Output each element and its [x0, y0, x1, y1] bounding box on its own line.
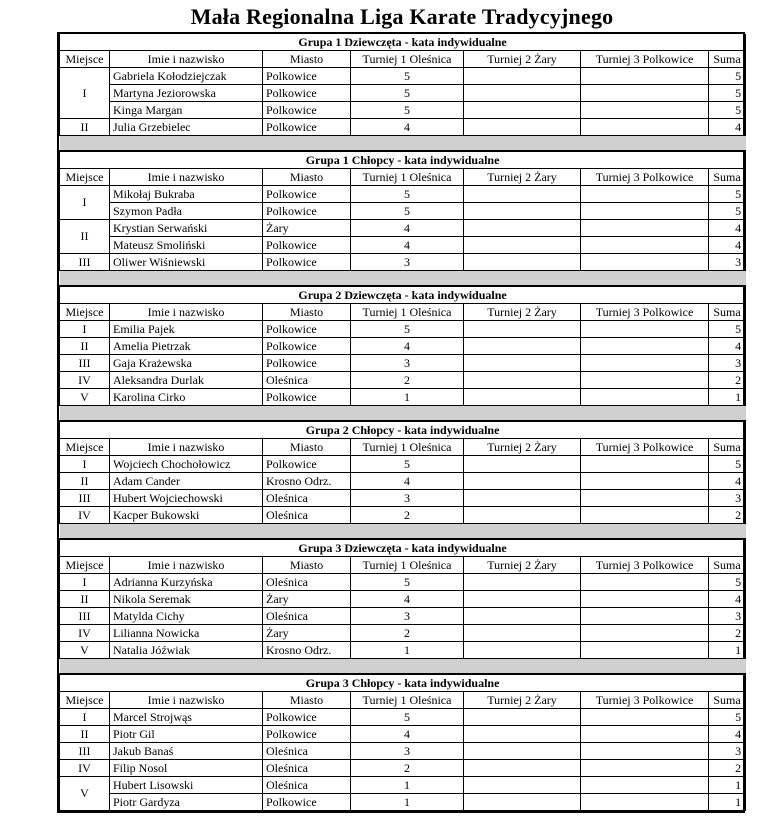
- sum-cell: 5: [709, 321, 746, 338]
- sum-cell: 5: [709, 709, 746, 726]
- name-cell: Piotr Gil: [110, 726, 263, 743]
- group-title: Grupa 3 Chłopcy - kata indywidualne: [60, 674, 746, 692]
- column-header: Suma: [709, 169, 746, 186]
- name-cell: Adrianna Kurzyńska: [110, 574, 263, 591]
- sum-cell: 5: [709, 456, 746, 473]
- table-row: [60, 254, 746, 271]
- tournament2-cell: [464, 102, 581, 119]
- place-cell: I: [60, 709, 110, 726]
- sum-cell: 2: [709, 760, 746, 777]
- place-cell: III: [60, 608, 110, 625]
- table-row: [60, 507, 746, 524]
- sum-cell: 1: [709, 794, 746, 811]
- name-cell: Piotr Gardyza: [110, 794, 263, 811]
- sum-cell: 3: [709, 355, 746, 372]
- tournament2-cell: [464, 254, 581, 271]
- sum-cell: 2: [709, 625, 746, 642]
- sum-cell: 5: [709, 186, 746, 203]
- table-row: [60, 760, 746, 777]
- sum-cell: 5: [709, 203, 746, 220]
- tournament3-cell: [581, 85, 709, 102]
- city-cell: Polkowice: [263, 338, 351, 355]
- city-cell: Polkowice: [263, 321, 351, 338]
- group-title-row: [60, 151, 746, 169]
- tournament3-cell: [581, 119, 709, 136]
- table-row: [60, 625, 746, 642]
- tournament3-cell: [581, 456, 709, 473]
- sum-cell: 4: [709, 338, 746, 355]
- tournament2-cell: [464, 760, 581, 777]
- tournament1-cell: 3: [351, 355, 464, 372]
- column-header: Turniej 1 Oleśnica: [351, 51, 464, 68]
- tournament3-cell: [581, 203, 709, 220]
- tournament2-cell: [464, 389, 581, 406]
- column-header: Turniej 1 Oleśnica: [351, 439, 464, 456]
- tournament2-cell: [464, 642, 581, 659]
- column-header: Miejsce: [60, 439, 110, 456]
- tournament1-cell: 2: [351, 372, 464, 389]
- place-cell: I: [60, 186, 110, 220]
- name-cell: Hubert Wojciechowski: [110, 490, 263, 507]
- tournament2-cell: [464, 85, 581, 102]
- tournament3-cell: [581, 186, 709, 203]
- tournament1-cell: 3: [351, 254, 464, 271]
- tournament1-cell: 4: [351, 220, 464, 237]
- table-row: [60, 642, 746, 659]
- tournament1-cell: 5: [351, 102, 464, 119]
- sum-cell: 1: [709, 777, 746, 794]
- header-row: [60, 557, 746, 574]
- place-cell: III: [60, 490, 110, 507]
- tournament1-cell: 1: [351, 777, 464, 794]
- city-cell: Oleśnica: [263, 760, 351, 777]
- group-title-row: [60, 539, 746, 557]
- tournament3-cell: [581, 743, 709, 760]
- name-cell: Hubert Lisowski: [110, 777, 263, 794]
- name-cell: Nikola Seremak: [110, 591, 263, 608]
- name-cell: Oliwer Wiśniewski: [110, 254, 263, 271]
- place-cell: II: [60, 473, 110, 490]
- tournament1-cell: 1: [351, 794, 464, 811]
- group-title-row: [60, 34, 746, 51]
- city-cell: Polkowice: [263, 203, 351, 220]
- place-cell: II: [60, 338, 110, 355]
- place-cell: IV: [60, 372, 110, 389]
- name-cell: Amelia Pietrzak: [110, 338, 263, 355]
- city-cell: Polkowice: [263, 709, 351, 726]
- table-row: [60, 777, 746, 794]
- name-cell: Aleksandra Durlak: [110, 372, 263, 389]
- name-cell: Lilianna Nowicka: [110, 625, 263, 642]
- column-header: Miejsce: [60, 169, 110, 186]
- tournament3-cell: [581, 220, 709, 237]
- table-row: [60, 608, 746, 625]
- place-cell: II: [60, 119, 110, 136]
- table-row: [60, 186, 746, 203]
- results-body: [60, 34, 746, 811]
- sum-cell: 2: [709, 507, 746, 524]
- column-header: Turniej 2 Żary: [464, 304, 581, 321]
- tournament1-cell: 5: [351, 68, 464, 85]
- name-cell: Julia Grzebielec: [110, 119, 263, 136]
- column-header: Turniej 1 Oleśnica: [351, 557, 464, 574]
- column-header: Turniej 3 Polkowice: [581, 169, 709, 186]
- city-cell: Oleśnica: [263, 574, 351, 591]
- column-header: Miejsce: [60, 692, 110, 709]
- tournament3-cell: [581, 709, 709, 726]
- table-row: [60, 321, 746, 338]
- tournament3-cell: [581, 490, 709, 507]
- column-header: Miasto: [263, 304, 351, 321]
- tournament3-cell: [581, 777, 709, 794]
- column-header: Turniej 2 Żary: [464, 439, 581, 456]
- name-cell: Szymon Padła: [110, 203, 263, 220]
- city-cell: Żary: [263, 625, 351, 642]
- tournament2-cell: [464, 743, 581, 760]
- city-cell: Polkowice: [263, 102, 351, 119]
- name-cell: Marcel Strojwąs: [110, 709, 263, 726]
- tournament2-cell: [464, 321, 581, 338]
- table-row: [60, 574, 746, 591]
- city-cell: Polkowice: [263, 186, 351, 203]
- tournament3-cell: [581, 642, 709, 659]
- column-header: Imie i nazwisko: [110, 169, 263, 186]
- column-header: Imie i nazwisko: [110, 692, 263, 709]
- column-header: Miejsce: [60, 557, 110, 574]
- city-cell: Polkowice: [263, 355, 351, 372]
- column-header: Turniej 3 Polkowice: [581, 557, 709, 574]
- table-row: [60, 355, 746, 372]
- tournament3-cell: [581, 389, 709, 406]
- column-header: Turniej 2 Żary: [464, 51, 581, 68]
- name-cell: Adam Cander: [110, 473, 263, 490]
- table-row: [60, 473, 746, 490]
- group-title-row: [60, 286, 746, 304]
- sum-cell: 3: [709, 490, 746, 507]
- column-header: Turniej 2 Żary: [464, 557, 581, 574]
- table-row: [60, 794, 746, 811]
- tournament3-cell: [581, 625, 709, 642]
- column-header: Turniej 2 Żary: [464, 169, 581, 186]
- tournament3-cell: [581, 321, 709, 338]
- city-cell: Oleśnica: [263, 608, 351, 625]
- column-header: Miejsce: [60, 304, 110, 321]
- tournament1-cell: 5: [351, 709, 464, 726]
- tournament2-cell: [464, 119, 581, 136]
- column-header: Turniej 1 Oleśnica: [351, 692, 464, 709]
- table-row: [60, 338, 746, 355]
- tournament2-cell: [464, 186, 581, 203]
- city-cell: Polkowice: [263, 68, 351, 85]
- column-header: Suma: [709, 51, 746, 68]
- city-cell: Oleśnica: [263, 507, 351, 524]
- tournament1-cell: 5: [351, 186, 464, 203]
- group-separator: [60, 271, 746, 287]
- city-cell: Krosno Odrz.: [263, 642, 351, 659]
- group-title: Grupa 2 Chłopcy - kata indywidualne: [60, 421, 746, 439]
- page-title: Mała Regionalna Liga Karate Tradycyjnego: [190, 4, 614, 29]
- place-cell: II: [60, 726, 110, 743]
- results-sheet: [57, 32, 745, 813]
- tournament1-cell: 2: [351, 507, 464, 524]
- table-row: [60, 119, 746, 136]
- table-row: [60, 490, 746, 507]
- column-header: Miasto: [263, 51, 351, 68]
- column-header: Suma: [709, 557, 746, 574]
- name-cell: Gaja Krażewska: [110, 355, 263, 372]
- table-row: [60, 203, 746, 220]
- city-cell: Polkowice: [263, 794, 351, 811]
- group-title: Grupa 2 Dziewczęta - kata indywidualne: [60, 286, 746, 304]
- tournament3-cell: [581, 726, 709, 743]
- tournament1-cell: 5: [351, 574, 464, 591]
- column-header: Suma: [709, 439, 746, 456]
- tournament1-cell: 4: [351, 726, 464, 743]
- tournament3-cell: [581, 237, 709, 254]
- tournament1-cell: 4: [351, 119, 464, 136]
- sum-cell: 5: [709, 68, 746, 85]
- tournament3-cell: [581, 473, 709, 490]
- city-cell: Oleśnica: [263, 743, 351, 760]
- name-cell: Mikołaj Bukraba: [110, 186, 263, 203]
- tournament1-cell: 3: [351, 490, 464, 507]
- tournament2-cell: [464, 237, 581, 254]
- tournament2-cell: [464, 608, 581, 625]
- table-row: [60, 68, 746, 85]
- column-header: Turniej 1 Oleśnica: [351, 304, 464, 321]
- sum-cell: 5: [709, 574, 746, 591]
- sum-cell: 4: [709, 237, 746, 254]
- name-cell: Matylda Cichy: [110, 608, 263, 625]
- tournament1-cell: 4: [351, 338, 464, 355]
- tournament2-cell: [464, 507, 581, 524]
- tournament1-cell: 5: [351, 321, 464, 338]
- tournament3-cell: [581, 372, 709, 389]
- city-cell: Oleśnica: [263, 372, 351, 389]
- name-cell: Kacper Bukowski: [110, 507, 263, 524]
- sum-cell: 1: [709, 389, 746, 406]
- column-header: Turniej 3 Polkowice: [581, 439, 709, 456]
- tournament1-cell: 4: [351, 237, 464, 254]
- table-row: [60, 85, 746, 102]
- place-cell: II: [60, 220, 110, 254]
- place-cell: I: [60, 574, 110, 591]
- name-cell: Jakub Banaś: [110, 743, 263, 760]
- tournament2-cell: [464, 473, 581, 490]
- place-cell: III: [60, 743, 110, 760]
- group-title-row: [60, 421, 746, 439]
- tournament3-cell: [581, 760, 709, 777]
- group-separator: [60, 659, 746, 675]
- table-row: [60, 743, 746, 760]
- place-cell: IV: [60, 507, 110, 524]
- column-header: Imie i nazwisko: [110, 51, 263, 68]
- tournament1-cell: 4: [351, 591, 464, 608]
- name-cell: Kinga Margan: [110, 102, 263, 119]
- place-cell: I: [60, 456, 110, 473]
- tournament3-cell: [581, 102, 709, 119]
- tournament2-cell: [464, 355, 581, 372]
- name-cell: Gabriela Kołodziejczak: [110, 68, 263, 85]
- city-cell: Polkowice: [263, 237, 351, 254]
- place-cell: V: [60, 777, 110, 811]
- header-row: [60, 51, 746, 68]
- table-row: [60, 389, 746, 406]
- sum-cell: 4: [709, 119, 746, 136]
- place-cell: IV: [60, 625, 110, 642]
- table-row: [60, 591, 746, 608]
- city-cell: Krosno Odrz.: [263, 473, 351, 490]
- tournament2-cell: [464, 338, 581, 355]
- group-title: Grupa 3 Dziewczęta - kata indywidualne: [60, 539, 746, 557]
- column-header: Imie i nazwisko: [110, 304, 263, 321]
- city-cell: Oleśnica: [263, 490, 351, 507]
- sum-cell: 4: [709, 726, 746, 743]
- tournament3-cell: [581, 355, 709, 372]
- tournament1-cell: 1: [351, 389, 464, 406]
- column-header: Turniej 1 Oleśnica: [351, 169, 464, 186]
- city-cell: Żary: [263, 591, 351, 608]
- tournament2-cell: [464, 777, 581, 794]
- group-title-row: [60, 674, 746, 692]
- table-row: [60, 456, 746, 473]
- table-row: [60, 220, 746, 237]
- place-cell: III: [60, 254, 110, 271]
- place-cell: III: [60, 355, 110, 372]
- tournament2-cell: [464, 372, 581, 389]
- group-separator: [60, 406, 746, 422]
- header-row: [60, 692, 746, 709]
- name-cell: Natalia Jóźwiak: [110, 642, 263, 659]
- column-header: Turniej 3 Polkowice: [581, 692, 709, 709]
- sum-cell: 4: [709, 591, 746, 608]
- tournament2-cell: [464, 456, 581, 473]
- tournament3-cell: [581, 794, 709, 811]
- sum-cell: 1: [709, 642, 746, 659]
- sum-cell: 2: [709, 372, 746, 389]
- name-cell: Wojciech Chochołowicz: [110, 456, 263, 473]
- place-cell: II: [60, 591, 110, 608]
- name-cell: Mateusz Smoliński: [110, 237, 263, 254]
- name-cell: Emilia Pajek: [110, 321, 263, 338]
- city-cell: Żary: [263, 220, 351, 237]
- tournament3-cell: [581, 608, 709, 625]
- header-row: [60, 304, 746, 321]
- city-cell: Polkowice: [263, 119, 351, 136]
- sum-cell: 4: [709, 473, 746, 490]
- group-title: Grupa 1 Dziewczęta - kata indywidualne: [60, 34, 746, 51]
- city-cell: Polkowice: [263, 456, 351, 473]
- sum-cell: 5: [709, 102, 746, 119]
- tournament1-cell: 4: [351, 473, 464, 490]
- sum-cell: 3: [709, 608, 746, 625]
- city-cell: Polkowice: [263, 726, 351, 743]
- column-header: Miasto: [263, 557, 351, 574]
- group-separator: [60, 524, 746, 540]
- tournament2-cell: [464, 490, 581, 507]
- tournament2-cell: [464, 709, 581, 726]
- table-row: [60, 709, 746, 726]
- tournament3-cell: [581, 68, 709, 85]
- table-row: [60, 372, 746, 389]
- place-cell: V: [60, 389, 110, 406]
- tournament1-cell: 5: [351, 85, 464, 102]
- tournament3-cell: [581, 254, 709, 271]
- tournament3-cell: [581, 338, 709, 355]
- tournament1-cell: 3: [351, 743, 464, 760]
- name-cell: Filip Nosol: [110, 760, 263, 777]
- tournament2-cell: [464, 591, 581, 608]
- column-header: Miasto: [263, 692, 351, 709]
- city-cell: Polkowice: [263, 85, 351, 102]
- tournament2-cell: [464, 203, 581, 220]
- place-cell: I: [60, 68, 110, 119]
- name-cell: Krystian Serwański: [110, 220, 263, 237]
- place-cell: V: [60, 642, 110, 659]
- column-header: Turniej 3 Polkowice: [581, 51, 709, 68]
- tournament1-cell: 3: [351, 608, 464, 625]
- tournament2-cell: [464, 220, 581, 237]
- sum-cell: 3: [709, 743, 746, 760]
- tournament2-cell: [464, 726, 581, 743]
- column-header: Imie i nazwisko: [110, 557, 263, 574]
- table-row: [60, 102, 746, 119]
- column-header: Suma: [709, 692, 746, 709]
- column-header: Turniej 3 Polkowice: [581, 304, 709, 321]
- tournament3-cell: [581, 507, 709, 524]
- column-header: Imie i nazwisko: [110, 439, 263, 456]
- city-cell: Polkowice: [263, 389, 351, 406]
- city-cell: Polkowice: [263, 254, 351, 271]
- tournament2-cell: [464, 574, 581, 591]
- tournament2-cell: [464, 68, 581, 85]
- tournament1-cell: 5: [351, 203, 464, 220]
- column-header: Miasto: [263, 439, 351, 456]
- tournament1-cell: 5: [351, 456, 464, 473]
- header-row: [60, 439, 746, 456]
- tournament2-cell: [464, 625, 581, 642]
- tournament3-cell: [581, 574, 709, 591]
- group-title: Grupa 1 Chłopcy - kata indywidualne: [60, 151, 746, 169]
- column-header: Turniej 2 Żary: [464, 692, 581, 709]
- tournament1-cell: 2: [351, 760, 464, 777]
- tournament3-cell: [581, 591, 709, 608]
- sum-cell: 4: [709, 220, 746, 237]
- tournament1-cell: 2: [351, 625, 464, 642]
- table-row: [60, 237, 746, 254]
- header-row: [60, 169, 746, 186]
- table-row: [60, 726, 746, 743]
- column-header: Miejsce: [60, 51, 110, 68]
- place-cell: IV: [60, 760, 110, 777]
- name-cell: Karolina Cirko: [110, 389, 263, 406]
- place-cell: I: [60, 321, 110, 338]
- column-header: Miasto: [263, 169, 351, 186]
- group-separator: [60, 136, 746, 152]
- name-cell: Martyna Jeziorowska: [110, 85, 263, 102]
- sum-cell: 3: [709, 254, 746, 271]
- sum-cell: 5: [709, 85, 746, 102]
- tournament2-cell: [464, 794, 581, 811]
- city-cell: Oleśnica: [263, 777, 351, 794]
- results-table: [59, 34, 746, 811]
- tournament1-cell: 1: [351, 642, 464, 659]
- column-header: Suma: [709, 304, 746, 321]
